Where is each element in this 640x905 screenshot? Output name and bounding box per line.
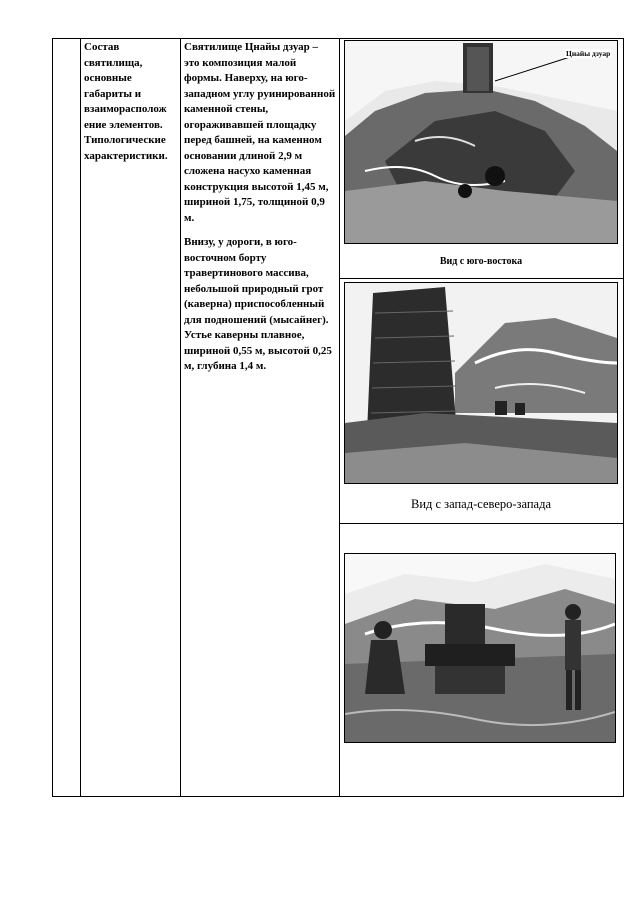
- photo-caption-west-northwest: Вид с запад-северо-запада: [410, 497, 552, 511]
- photo-annotation-label: Цнайы дзуар: [566, 49, 611, 58]
- photo-caption-southeast: Вид с юго-востока: [439, 256, 523, 267]
- description: [184, 40, 336, 384]
- photo-shrine-visitors: [344, 553, 616, 743]
- photo-southeast-image: [345, 41, 617, 243]
- photo-west-northwest-image: [345, 283, 617, 483]
- photo-southeast-view: [344, 40, 618, 244]
- table-right-border: [623, 38, 624, 797]
- photo-shrine-visitors-image: [345, 554, 615, 742]
- photo-west-northwest-view: [344, 282, 618, 484]
- row-label: Состав святилища, основные габариты и взаиморасполож ение элементов. Типологические характеристики.: [84, 41, 168, 162]
- description-paragraph-1: Святилище Цнайы дзуар – это композиция малой формы. Наверху, на юго-западном углу руинированной каменной стены, огораживавшей площадку перед башней, на каменном основании длиной 2,9 м сложена насухо каменная конструкция высотой 1,45 м, шириной 1,75, толщиной 0,9 м.: [184, 41, 336, 224]
- column-divider-1: [80, 38, 81, 797]
- photo-row-divider-1: [339, 278, 624, 279]
- description-paragraph-2: Внизу, у дороги, в юго-восточном борту травертинового массива, небольшой природный грот (каверна) приспособленный для подношений (мысайнег). Устье каверны плавное, шириной 0,55 м, высотой 0,25 м, глубина 1,4 м.: [184, 236, 332, 372]
- table-left-border: [52, 38, 53, 797]
- photo-row-divider-2: [339, 523, 624, 524]
- column-divider-3: [339, 38, 340, 797]
- table-bottom-border: [52, 796, 624, 797]
- table-top-border: [52, 38, 624, 39]
- column-divider-2: [180, 38, 181, 797]
